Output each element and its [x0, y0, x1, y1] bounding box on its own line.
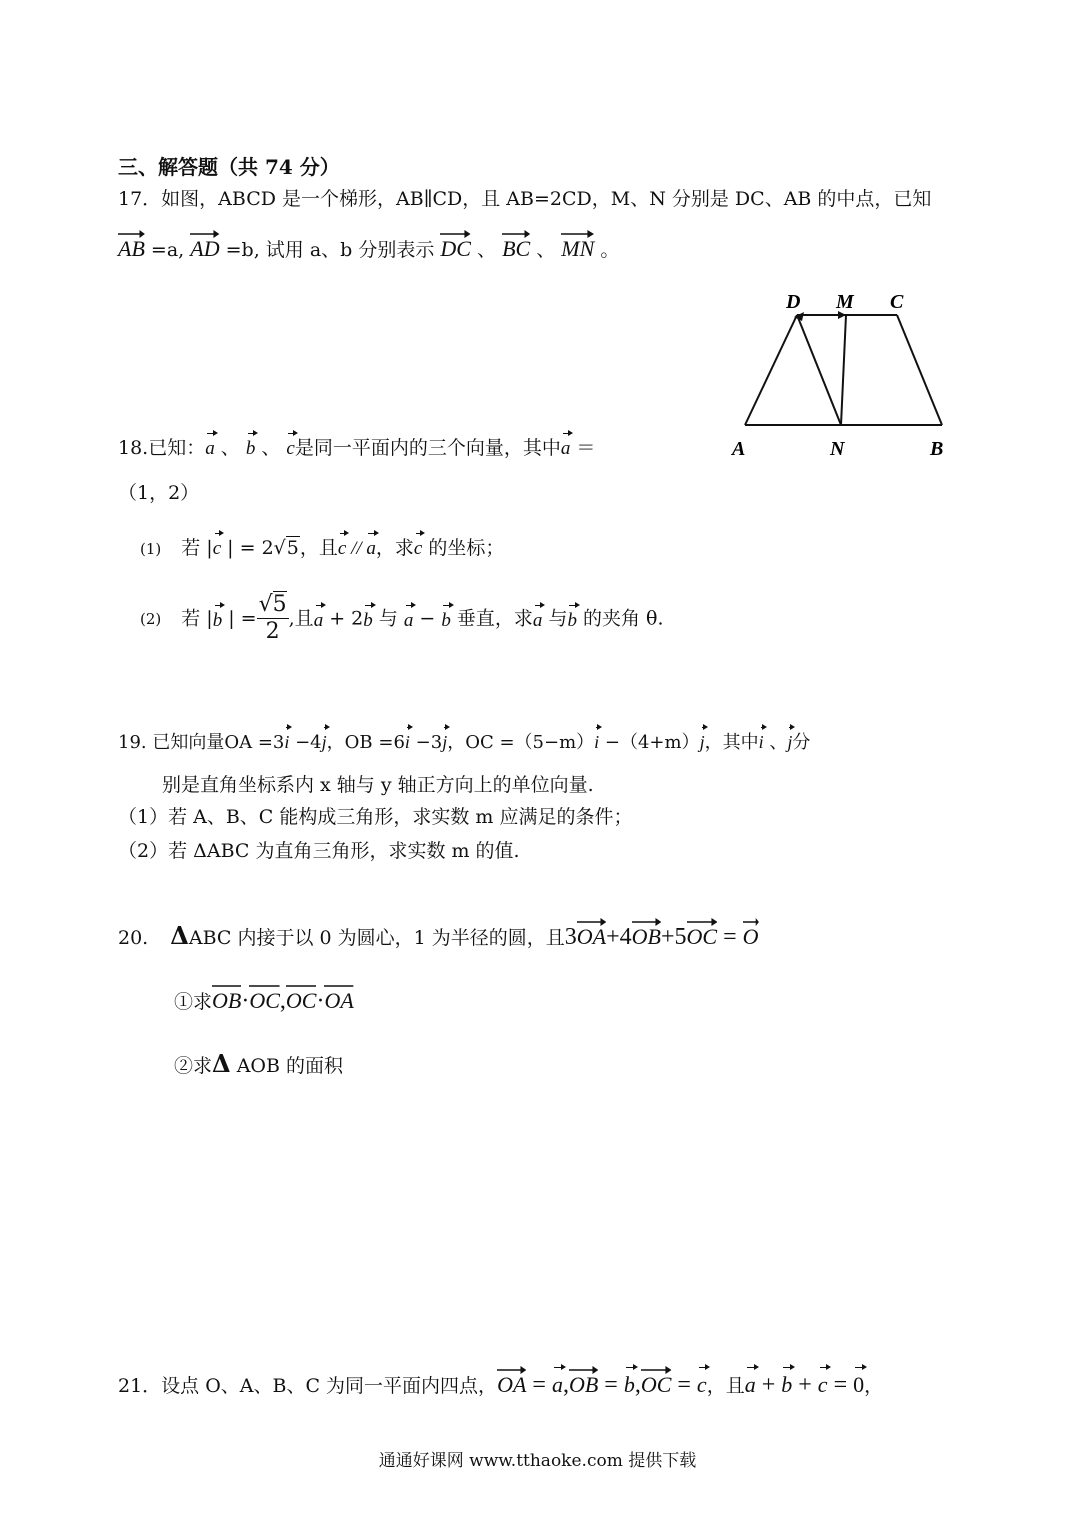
q19-part1: （1）若 A、B、C 能构成三角形，求实数 m 应满足的条件； — [118, 806, 633, 828]
q18-coord: （1，2） — [118, 482, 200, 504]
q20-sub1: ①求 OB· OC, OC· OA — [174, 982, 354, 1016]
vector-ob: OB — [632, 918, 661, 950]
fraction-sqrt5-over-2: $\frac{√5}{2}$ — [258, 592, 287, 645]
vector-a: a — [561, 432, 571, 461]
q18-line1: 18.已知：a 、 b 、 c是同一平面内的三个向量，其中a ＝ — [118, 432, 595, 461]
vector-oc: OC — [687, 918, 718, 950]
vector-oc: OC — [285, 988, 317, 1013]
vector-c: c — [286, 432, 294, 461]
vector-ab: AB — [118, 230, 145, 262]
q17-line2: AB =a, AD =b, 试用 a、b 分别表示 DC 、 BC 、 MN 。 — [118, 230, 619, 262]
q17-eq-a: =a, — [144, 239, 191, 261]
page-footer: 通通好课网 www.tthaoke.com 提供下载 — [378, 1451, 697, 1471]
label-c: C — [890, 291, 904, 313]
vector-ad: AD — [190, 230, 219, 262]
label-d: D — [786, 291, 801, 313]
label-a: A — [732, 438, 746, 460]
vector-zero: O — [743, 918, 759, 950]
section-title: 三、解答题（共 74 分） — [118, 155, 340, 179]
label-n: N — [830, 438, 845, 460]
vector-oa: OA — [324, 988, 354, 1013]
label-b: B — [930, 438, 944, 460]
vector-a: a — [205, 432, 215, 461]
q20-sub2: ②求Δ AOB 的面积 — [174, 1049, 343, 1078]
q19-line2: 别是直角坐标系内 x 轴与 y 轴正方向上的单位向量. — [162, 774, 594, 796]
vector-mn: MN — [561, 230, 594, 262]
vector-dc: DC — [440, 230, 471, 262]
vector-ob: OB — [212, 988, 242, 1013]
vector-oc: OC — [641, 1366, 672, 1398]
vector-ob: OB — [569, 1366, 598, 1398]
vector-oa: OA — [577, 918, 606, 950]
vector-oa: OA — [497, 1366, 526, 1398]
vector-bc: BC — [502, 230, 530, 262]
vector-oc: OC — [249, 988, 280, 1013]
q19-line1: 19. 已知向量OA =3i −4j，OB =6i −3j，OC =（5−m）i −（4+m）j，其中i 、j分 — [118, 726, 810, 754]
trapezoid-figure — [730, 285, 960, 465]
q18-part1: (1) 若 |c | = 2√5，且c // a，求c 的坐标； — [140, 532, 504, 561]
q18-part2: (2) 若 |b | = $\frac{√5}{2}$ ,且a + 2b 与 a − b 垂直，求a 与b 的夹角 θ. — [140, 592, 664, 645]
q19-part2: （2）若 ΔABC 为直角三角形，求实数 m 的值. — [118, 840, 520, 862]
vector-b: b — [246, 432, 256, 461]
q17-eq-b: =b, 试用 a、b 分别表示 — [219, 239, 441, 261]
q20-line1: 20. ΔABC 内接于以 0 为圆心，1 为半径的圆，且3 OA+4 OB+5 OC = O — [118, 918, 759, 952]
label-m: M — [836, 291, 854, 313]
q17-line1: 17．如图，ABCD 是一个梯形，AB∥CD，且 AB=2CD，M、N 分别是 DC、AB 的中点，已知 — [118, 188, 932, 210]
q21-line1: 21．设点 O、A、B、C 为同一平面内四点， OA = a, OB = b, OC = c，且a + b + c = 0， — [118, 1366, 883, 1400]
